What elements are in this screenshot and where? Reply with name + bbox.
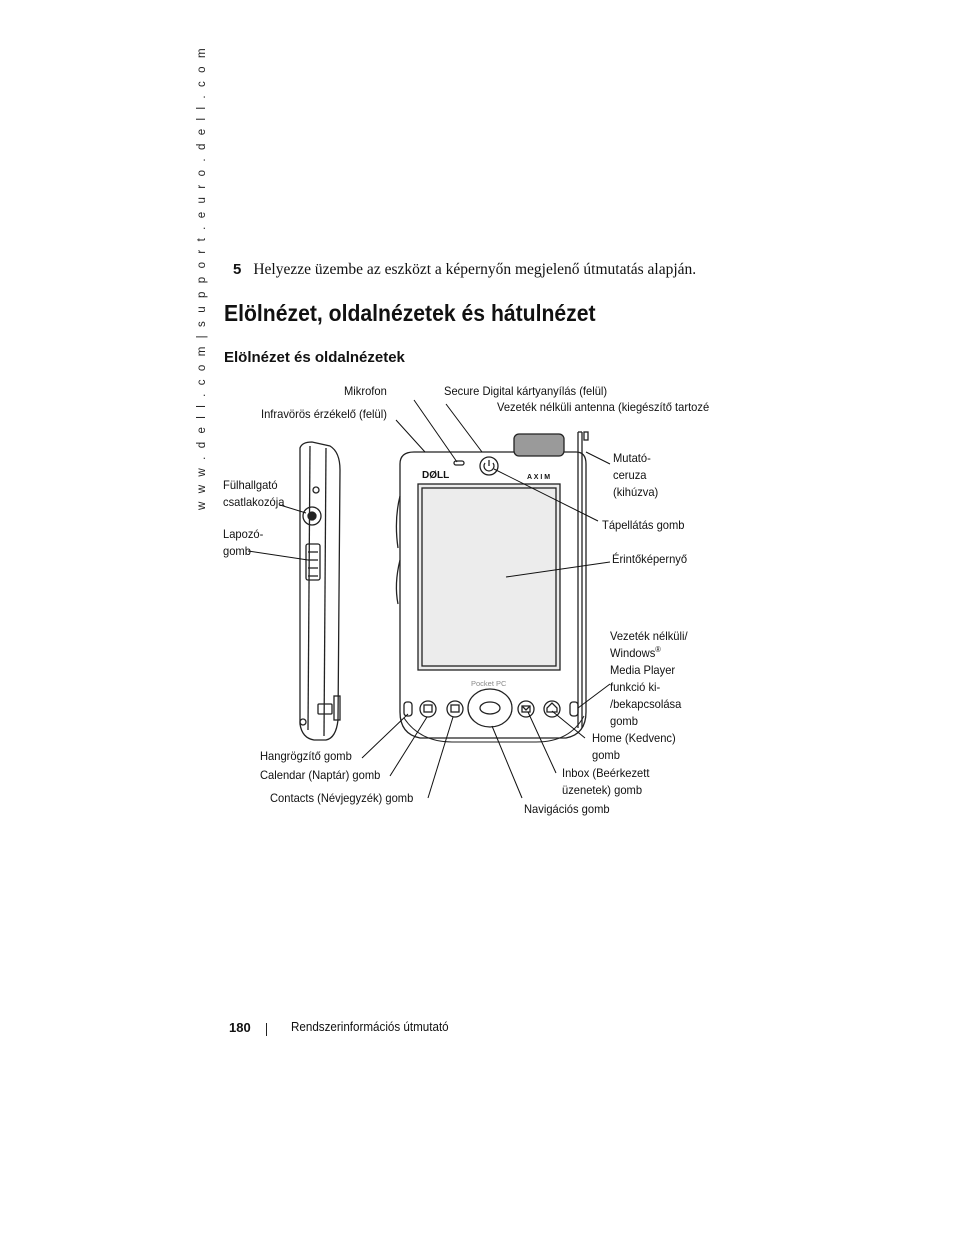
contacts-button [447, 701, 463, 717]
label-power-button: Tápellátás gomb [602, 518, 685, 532]
label-calendar-button: Calendar (Naptár) gomb [260, 768, 381, 782]
calendar-button [420, 701, 436, 717]
scroll-wheel-icon [306, 544, 320, 580]
touchscreen [418, 484, 560, 670]
device-brand: DØLL [422, 470, 450, 481]
inbox-button [518, 701, 534, 717]
side-view-body [300, 442, 340, 740]
label-microphone: Mikrofon [344, 384, 387, 398]
label-stylus: Mutató- ceruza (kihúzva) [613, 451, 659, 499]
label-inbox-button: Inbox (Beérkezett üzenetek) gomb [562, 766, 650, 797]
record-button [404, 702, 412, 716]
label-navigation-button: Navigációs gomb [524, 802, 610, 816]
label-wireless-button: Vezeték nélküli/ Windows® Media Player funkció ki- /bekapcsolása gomb [610, 629, 688, 728]
page-number: 180 [229, 1020, 251, 1035]
antenna-icon [514, 434, 564, 456]
microphone-icon [454, 461, 464, 465]
device-os-label: Pocket PC [471, 679, 507, 688]
label-home-button: Home (Kedvenc) gomb [592, 731, 676, 762]
label-contacts-button: Contacts (Névjegyzék) gomb [270, 791, 414, 805]
label-antenna: Vezeték nélküli antenna (kiegészítő tartozé [497, 400, 710, 414]
label-headphone-jack: Fülhallgató csatlakozója [223, 478, 285, 509]
side-url: w w w . d e l l . c o m | s u p p o r t . e u r o . d e l l . c o m [196, 45, 208, 510]
wireless-button [570, 702, 578, 716]
label-recorder-button: Hangrögzítő gomb [260, 749, 352, 763]
section-subheading: Elölnézet és oldalnézetek [224, 349, 405, 366]
label-touchscreen: Érintőképernyő [612, 552, 688, 566]
label-scroll-button: Lapozó- gomb [223, 527, 264, 558]
footer-title: Rendszerinformációs útmutató [291, 1020, 449, 1034]
footer-divider [266, 1023, 267, 1036]
step-text: Helyezze üzembe az eszközt a képernyőn megjelenő útmutatás alapján. [253, 261, 697, 278]
registered-mark: ® [655, 645, 661, 654]
page-heading: Elölnézet, oldalnézetek és hátulnézet [224, 300, 596, 326]
device-model: A X I M [527, 474, 551, 481]
side-view-inner [324, 448, 326, 736]
label-sd-slot: Secure Digital kártyanyílás (felül) [444, 384, 608, 398]
step-number: 5 [233, 261, 242, 278]
label-infrared: Infravörös érzékelő (felül) [261, 407, 387, 421]
side-view-edge [308, 446, 310, 730]
navigation-button [468, 689, 512, 727]
